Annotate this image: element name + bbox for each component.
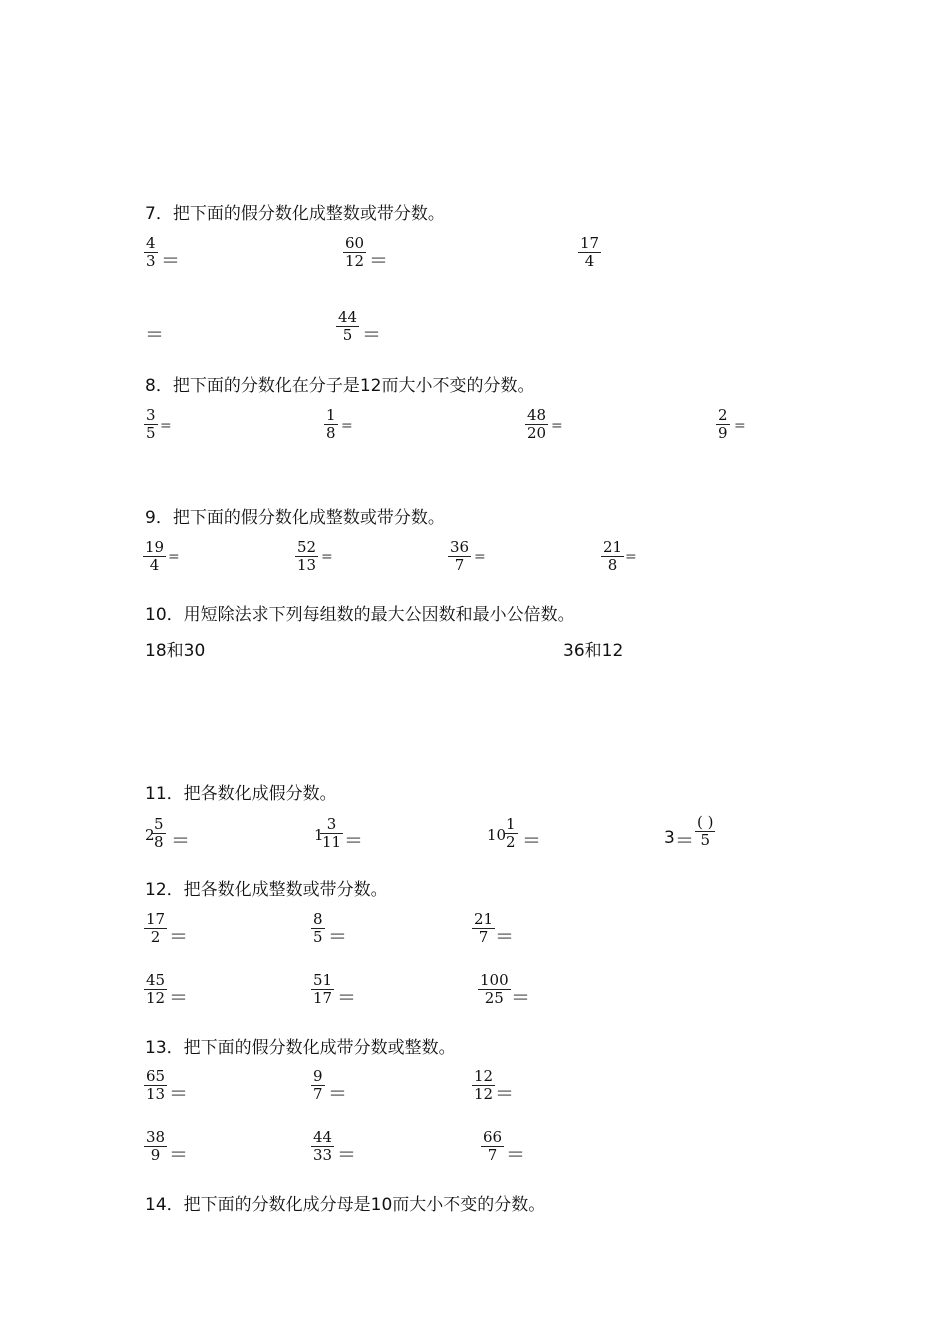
fraction: $\frac{19}{4}$: [145, 538, 165, 574]
equals-sign: ＝: [344, 830, 364, 852]
equals-sign: ＝: [161, 250, 181, 272]
equals-sign: ＝: [506, 1144, 526, 1166]
equals-sign: ＝: [169, 1144, 189, 1166]
equals-sign: =: [160, 418, 172, 434]
equals-sign: ＝: [171, 830, 191, 852]
fraction: $\frac{52}{13}$: [297, 538, 317, 574]
equals-sign: ＝: [145, 324, 165, 346]
equals-sign: ＝: [369, 250, 389, 272]
fraction: $\frac{21}{8}$: [603, 538, 623, 574]
fraction: $\frac{17}{2}$: [146, 910, 166, 946]
fraction: $\frac{21}{7}$: [474, 910, 494, 946]
equals-sign: =: [474, 549, 486, 565]
equals-sign: ＝: [328, 1083, 348, 1105]
equals-sign: ＝: [337, 1144, 357, 1166]
fraction: $\frac{100}{25}$: [480, 971, 509, 1007]
fraction: $\frac{51}{17}$: [313, 971, 333, 1007]
equals-sign: =: [168, 549, 180, 565]
equals-sign: ＝: [169, 987, 189, 1009]
number-pair: 36和12: [563, 641, 624, 661]
equals-sign: ＝: [169, 926, 189, 948]
fraction: $\frac{2}{9}$: [718, 406, 728, 442]
question-10-title: 10．用短除法求下列每组数的最大公因数和最小公倍数。: [145, 605, 575, 625]
fraction: $\frac{60}{12}$: [345, 234, 365, 270]
fraction: $\frac{38}{9}$: [146, 1128, 166, 1164]
question-13-title: 13．把下面的假分数化成带分数或整数。: [145, 1038, 456, 1058]
equals-sign: =: [321, 549, 333, 565]
equals-sign: =: [734, 418, 746, 434]
fraction: $\frac{4}{3}$: [146, 234, 156, 270]
equals-sign: ＝: [328, 926, 348, 948]
fraction: $\frac{45}{12}$: [146, 971, 166, 1007]
equals-sign: ＝: [495, 1083, 515, 1105]
fraction: $\frac{36}{7}$: [450, 538, 470, 574]
equals-sign: ＝: [675, 830, 695, 852]
fraction: $\frac{12}{12}$: [474, 1067, 494, 1103]
fraction: $\frac{44}{33}$: [313, 1128, 333, 1164]
equals-sign: ＝: [522, 830, 542, 852]
number-pair: 18和30: [145, 641, 206, 661]
fraction: $\frac{1}{2}$: [506, 815, 516, 851]
fraction: $\frac{9}{7}$: [313, 1067, 323, 1103]
fraction: $\frac{65}{13}$: [146, 1067, 166, 1103]
fraction: $\frac{3}{11}$: [322, 815, 342, 851]
equals-sign: =: [341, 418, 353, 434]
fraction: $\frac{8}{5}$: [313, 910, 323, 946]
mixed-whole: 10: [487, 826, 507, 844]
question-8-title: 8．把下面的分数化在分子是12而大小不变的分数。: [145, 376, 535, 396]
equals-sign: ＝: [337, 987, 357, 1009]
equals-sign: ＝: [495, 926, 515, 948]
question-7-title: 7．把下面的假分数化成整数或带分数。: [145, 204, 445, 224]
equals-sign: ＝: [169, 1083, 189, 1105]
fraction: $\frac{3}{5}$: [146, 406, 156, 442]
fraction: $\frac{66}{7}$: [483, 1128, 503, 1164]
equals-sign: ＝: [511, 987, 531, 1009]
equals-sign: =: [625, 549, 637, 565]
fraction: $\frac{5}{8}$: [154, 815, 164, 851]
question-9-title: 9．把下面的假分数化成整数或带分数。: [145, 508, 445, 528]
mixed-whole: 2: [145, 826, 155, 844]
question-14-title: 14．把下面的分数化成分母是10而大小不变的分数。: [145, 1195, 546, 1215]
mixed-whole: 1: [314, 826, 324, 844]
fraction-blank: ( ) 5: [697, 813, 714, 849]
equals-sign: =: [551, 418, 563, 434]
question-11-title: 11．把各数化成假分数。: [145, 784, 337, 804]
fraction: $\frac{17}{4}$: [580, 234, 600, 270]
whole-number: 3: [664, 828, 675, 848]
equals-sign: ＝: [362, 324, 382, 346]
fraction: $\frac{44}{5}$: [338, 308, 358, 344]
fraction: $\frac{1}{8}$: [326, 406, 336, 442]
question-12-title: 12．把各数化成整数或带分数。: [145, 880, 388, 900]
fraction: $\frac{48}{20}$: [527, 406, 547, 442]
